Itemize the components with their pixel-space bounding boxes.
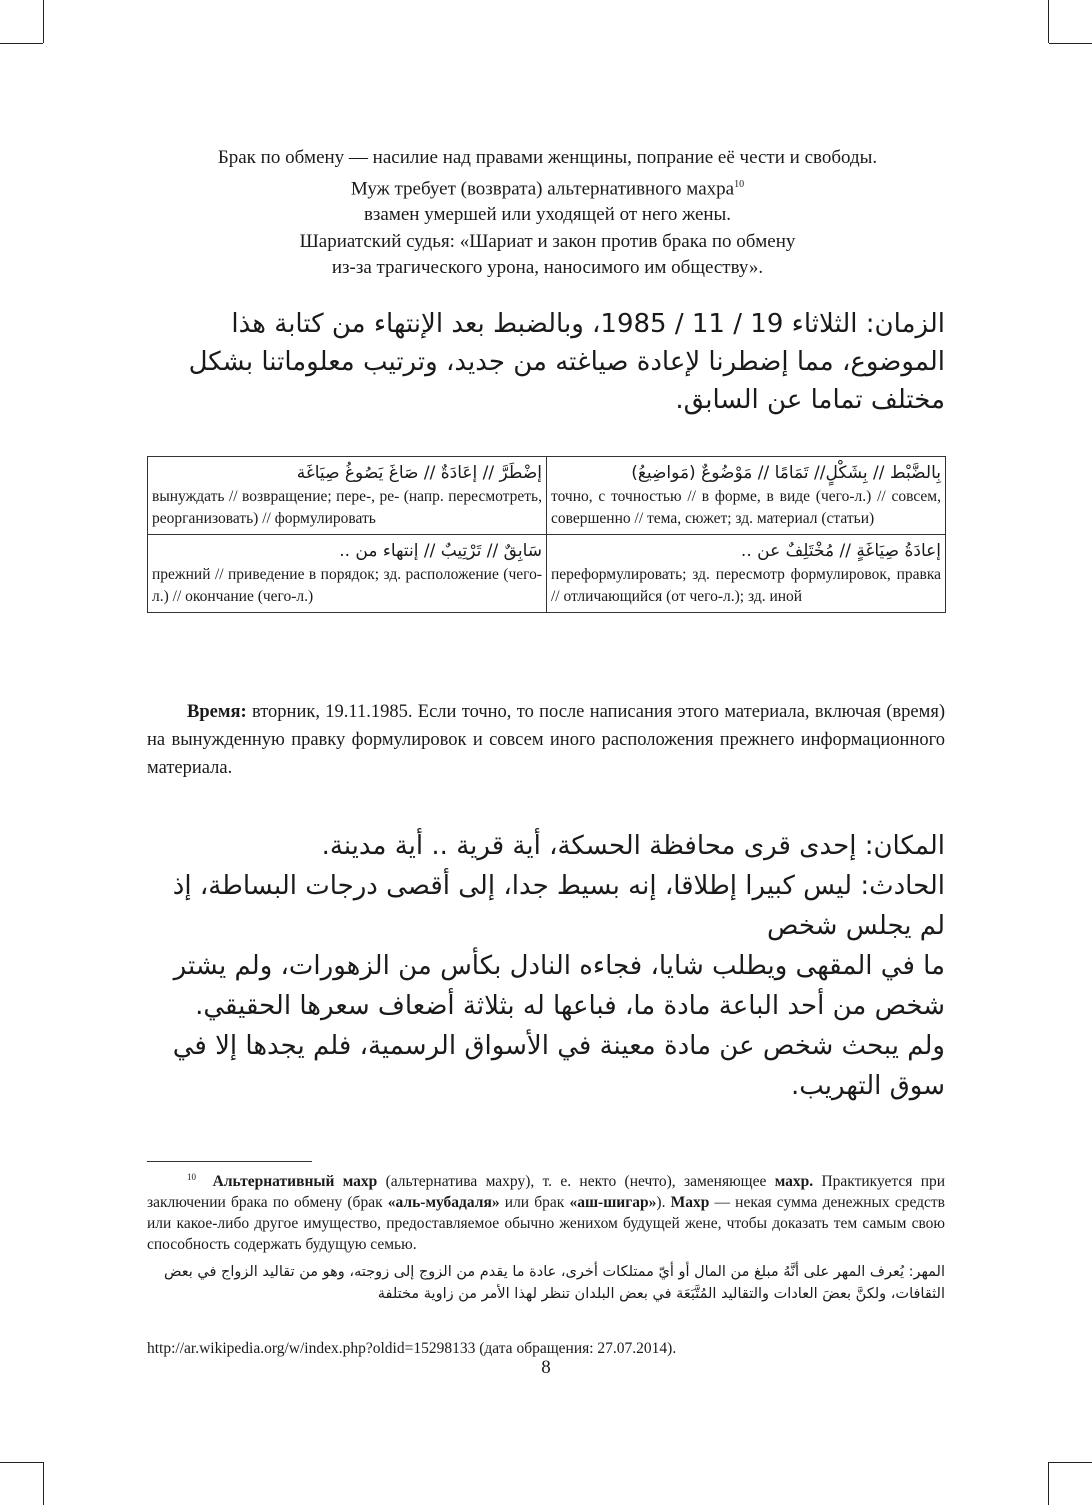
- arabic-body-line: ولم يبحث شخص عن مادة معينة في الأسواق الرسمية، فلم يجدها إلا في سوق التهريب.: [172, 1031, 945, 1101]
- arabic-body-line: ما في المقهى ويطلب شايا، فجاءه النادل بكأس من الزهورات، ولم يشتر شخص من أحد الباعة مادة ما، فباعها له بثلاثة أضعاف سعرها الحقيقي.: [173, 951, 945, 1021]
- vocab-translation: точно, с точностью // в форме, в виде (чего-л.) // совсем, совершенно // тема, сюжет; зд. материал (статьи): [551, 488, 941, 527]
- footnote-text: ).: [656, 1194, 666, 1212]
- vocab-word: سَابِقٌ // تَرْتِيبٌ // إنتهاء من ..: [339, 541, 542, 561]
- vocab-translation: прежний // приведение в порядок; зд. расположение (чего-л.) // окончание (чего-л.): [152, 566, 542, 605]
- footnote-text: Практикуется при заключении брака по обмену (брак: [147, 1173, 946, 1212]
- epigraph-line: из-за трагического урона, наносимого им обществу».: [331, 257, 764, 279]
- crop-mark-top-left-h: [0, 43, 43, 44]
- footnote-rule: [147, 1161, 312, 1162]
- footnote-term: «аш-шигар»: [569, 1194, 657, 1212]
- crop-mark-top-left-v: [43, 0, 44, 43]
- footnote-term: махр.: [774, 1173, 814, 1191]
- epigraph-line: Брак по обмену — насилие над правами женщины, попрание её чести и свободы.: [217, 147, 878, 168]
- epigraph-line: Шариатский судья: «Шариат и закон против брака по обмену: [299, 230, 796, 252]
- translation-label: Время:: [187, 702, 247, 722]
- vocab-word: بِالضَّبْط // بِشَكْلٍ// تَمَامًا // مَوْضُوعٌ (مَواضِيعُ): [631, 463, 941, 483]
- crop-mark-bottom-right-v: [1048, 1462, 1049, 1505]
- footnote-text: (альтернатива махру), т. е. некто (нечто), заменяющее: [385, 1173, 767, 1191]
- crop-mark-bottom-left-v: [43, 1462, 44, 1505]
- footnote-term: Махр: [670, 1194, 710, 1212]
- vocab-cell: [148, 457, 547, 535]
- footnote-text: — некая сумма денежных средств или какое-либо другое имущество, предоставляемое обычно женихом будущей жене, чтобы доказать тем самым свою способность содержать будущую семью.: [147, 1194, 945, 1254]
- epigraph: [150, 145, 945, 282]
- footnote: [147, 1167, 945, 1255]
- vocab-row: [148, 457, 946, 535]
- page-number: 8: [541, 1357, 551, 1378]
- footnote-number: 10: [187, 1172, 196, 1182]
- vocab-cell: [547, 457, 946, 535]
- crop-mark-top-right-v: [1048, 0, 1049, 43]
- crop-mark-top-right-h: [1049, 43, 1092, 44]
- vocab-translation: переформулировать; зд. пересмотр формулировок, правка // отличающийся (от чего-л.); зд. иной: [551, 566, 941, 605]
- arabic-body-line: الحادث: ليس كبيرا إطلاقا، إنه بسيط جدا، إلى أقصى درجات البساطة، إذ لم يجلس شخص: [172, 871, 945, 941]
- footnote-arabic: المهر: يُعرف المهر على أنَّهُ مبلغ من المال أو أيّ ممتلكات أخرى، عادة ما يقدم من الزوج إلى زوجته، وهو من تقاليد الزواج في بعض الثقافات، ولكنَّ بعضَ العادات والتقاليد المُتَّبَعَة في بعض البلدان تنظر لهذا الأمر من زاوية مختلفة: [163, 1264, 945, 1302]
- vocab-translation: вынуждать // возвращение; пере-, ре- (напр. пересмотреть, реорганизовать) // формулировать: [152, 488, 542, 527]
- translation-text: вторник, 19.11.1985. Если точно, то после написания этого материала, включая (время) на вынужденную правку формулировок и совсем иного расположения прежнего информационного материала.: [147, 702, 945, 778]
- epigraph-line: взамен умершей или уходящей от него жены.: [363, 204, 732, 226]
- vocab-cell: [148, 535, 547, 613]
- arabic-heading: الزمان: الثلاثاء 19 / 11 / 1985، وبالضبط بعد الإنتهاء من كتابة هذا الموضوع، مما إضطرنا لإعادة صياغته من جديد، وترتيب معلوماتنا بشكل مختلف تماما عن السابق.: [188, 309, 945, 415]
- vocab-word: إضْطَرَّ // إعَادَةٌ // صَاغَ يَصُوغُ صِيَاغَة: [296, 463, 542, 483]
- vocab-word: إعادَةُ صِيَاغَةٍ // مُخْتَلِفٌ عن ..: [740, 541, 941, 561]
- translation-paragraph: [147, 698, 945, 782]
- vocab-table: [147, 456, 946, 613]
- crop-mark-bottom-left-h: [0, 1462, 43, 1463]
- footnote-ref[interactable]: 10: [734, 178, 745, 190]
- crop-mark-bottom-right-h: [1049, 1462, 1092, 1463]
- vocab-row: [148, 535, 946, 613]
- epigraph-line-text: Муж требует (возврата) альтернативного махра: [350, 177, 735, 199]
- footnote-term: Альтернативный махр: [212, 1173, 378, 1191]
- vocab-cell: [547, 535, 946, 613]
- footnote-term: «аль-мубадаля»: [387, 1194, 500, 1212]
- epigraph-line: [150, 172, 945, 203]
- footnote-source-link[interactable]: http://ar.wikipedia.org/w/index.php?oldid=15298133 (дата обращения: 27.07.2014).: [147, 1340, 677, 1357]
- arabic-body-line: المكان: إحدى قرى محافظة الحسكة، أية قرية .. أية مدينة.: [321, 831, 945, 861]
- arabic-body: [147, 826, 945, 1106]
- footnote-text: или брак: [504, 1194, 565, 1212]
